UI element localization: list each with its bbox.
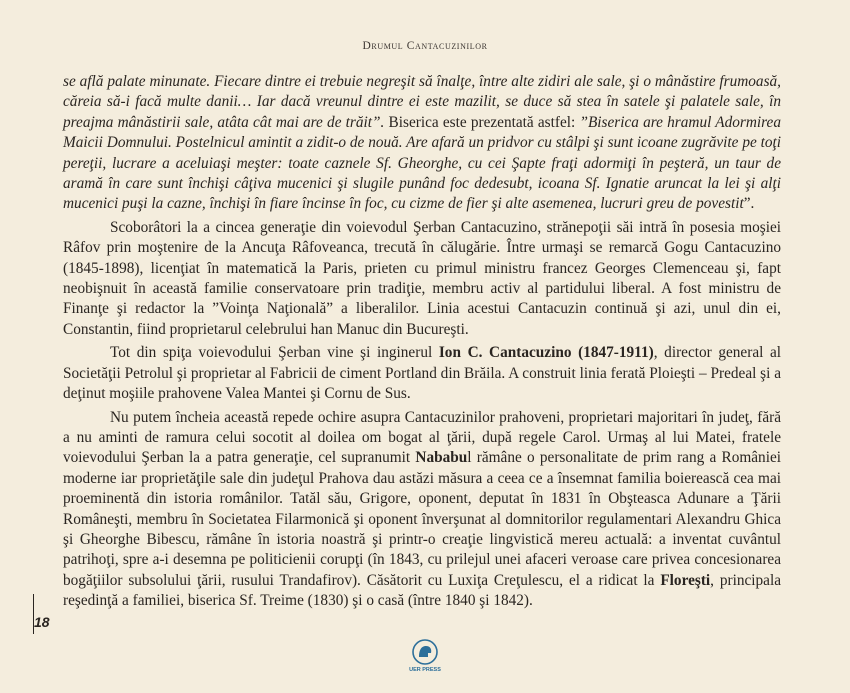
quote-continuation: se află palate minunate. Fiecare dintre ei trebuie negreşit să înalţe, între alte zidiri ale sale, şi o mânăstire frumoasă, căreia să-i facă multe danii… Iar dacă vreunul dintre ei este mazilit, se duce să stea în satele şi palatele sale, în preajma mânăstirii sale, atâta cât mai are de trăit”. [63, 73, 781, 131]
paragraph-3: Tot din spiţa voievodului Şerban vine şi inginerul Ion C. Cantacuzino (1847-1911), director general al Societăţii Petrolul şi proprietar al Fabricii de ciment Portland din Brăila. A construit linia ferată Ploieşti – Predeal şi a deţinut moşiile prahovene Valea Mantei şi Cornu de Sus. [63, 344, 782, 403]
quote-intro: Biserica este prezentată astfel: [384, 113, 580, 131]
paragraph-1 [63, 72, 781, 215]
quote-close: ”. [743, 195, 755, 213]
name-ion-cantacuzino: Ion C. Cantacuzino (1847-1911) [438, 344, 654, 362]
helmet-emblem-icon [419, 646, 431, 657]
paragraph-2: Scoborâtori la a cincea generaţie din voievodul Şerban Cantacuzino, strănepoţii săi intră în posesia moşiei Râfov prin moştenire de la Ancuţa Râfoveanca, trecută în călugărie. Între urmaşi se remarcă Gogu Cantacuzino (1845-1898), licenţiat în matematică la Paris, prieten cu primul ministru francez Georges Clemenceau şi, fapt neobişnuit în această familie conservatoare prin tradiţie, membru activ al partidului liberal. A fost ministru de Finanţe şi redactor la ”Voinţa Naţională” a liberalilor. Linia acestui Cantacuzin continuă şi azi, unul din ei, Constantin, fiind proprietarul celebrului han Manuc din Bucureşti. [63, 218, 781, 338]
running-head: Drumul Cantacuzinilor [362, 40, 488, 52]
page-number: 18 [34, 614, 50, 630]
name-nababul: Nababu [415, 449, 468, 467]
logo-text: UER PRESS [409, 667, 441, 673]
church-description-quote: ”Biserica are hramul Adormirea Maicii Domnului. Postelnicul amintit a zidit-o de nouă. Are afară un pridvor cu stâlpi şi sunt icoane zugrăvite pe toţi pereţii, lucrare a aceluiaşi meşter: toate caznele Sf. Gheorghe, cu cei Şapte fraţi adormiţi în peşteră, un taur de aramă în care sunt închişi câţiva mucenici şi slugile punând foc dedesubt, icoana Sf. Ignatie aruncat la lei şi alţi mucenici puşi la cazne, închişi în fiare încinse în foc, cu cizme de fier şi alte asemenea, lucruri greu de povestit [63, 113, 781, 213]
paragraph-4: Nu putem încheia această repede ochire asupra Cantacuzinilor prahoveni, proprietari majoritari în judeţ, fără a nu aminti de ramura celui socotit al doilea om bogat al ţării, după regele Carol. Urmaş al lui Matei, fratele voievodului Şerban la a patra generaţie, cel supranumit Nababul rămâne o personalitate de prim rang a României moderne iar proprietăţile sale din judeţul Prahova dau astăzi măsura a ceea ce a însemnat familia boierească cea mai proeminentă din istoria românilor. Tatăl său, Grigore, oponent, deputat în 1831 în Obşteasca Adunare a Ţării Româneşti, membru în Societatea Filarmonică şi oponent înverşunat al domnitorilor regulamentari Alexandru Ghica şi Gheorghe Bibescu, rămâne în istoria noastră şi printr-o creaţie lingvistică mereu actuală: a inventat cuvântul patrihoţi, spre a-i desemna pe politicienii corupţi (în 1843, cu prilejul unei afaceri veroase care privea concesionarea bogăţiilor subsolului ţării, rusului Trandafirov). Căsătorit cu Luxiţa Creţulescu, el a ridicat la Floreşti, principala reşedinţă a familiei, biserica Sf. Treime (1830) şi o casă (între 1840 şi 1842). [63, 408, 782, 610]
place-floresti: Floreşti [660, 571, 711, 589]
publisher-logo [409, 638, 441, 674]
body-text [63, 72, 781, 615]
